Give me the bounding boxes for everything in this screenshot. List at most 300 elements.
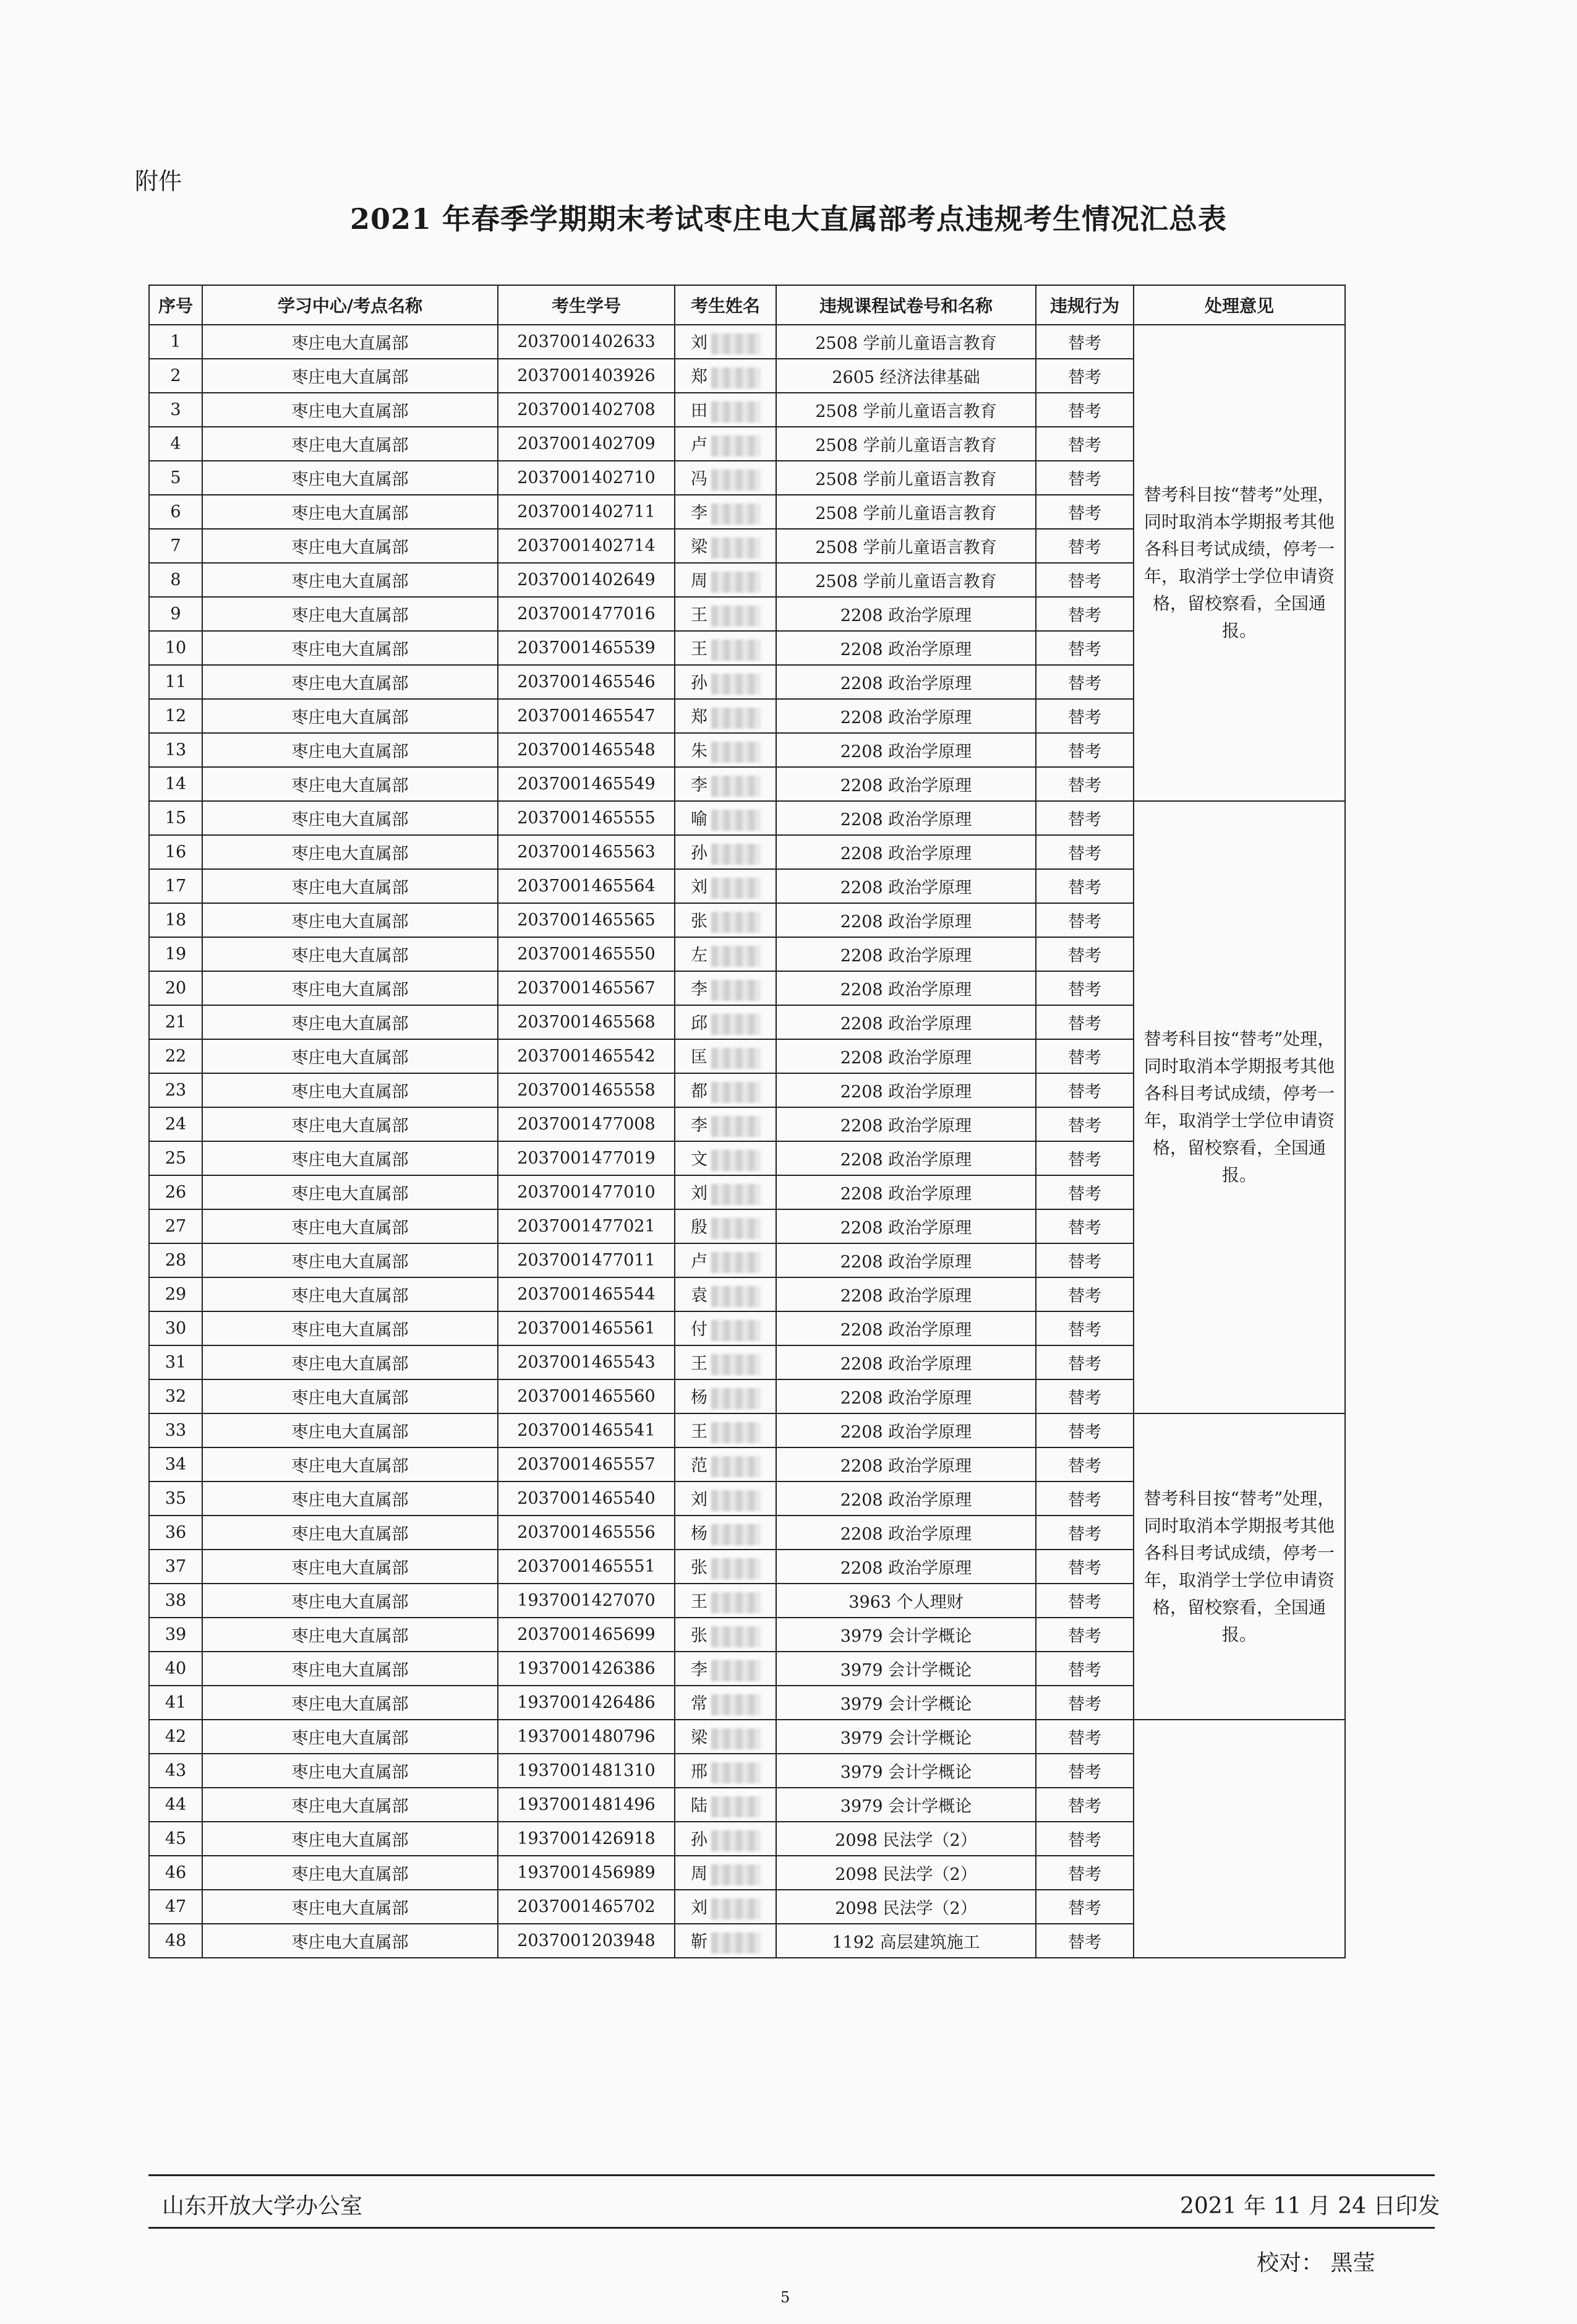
row-number: 29 <box>149 1277 202 1311</box>
student-surname: 王 <box>691 1592 707 1612</box>
violation-table <box>148 285 1346 1958</box>
column-header: 学习中心/考点名称 <box>202 285 498 325</box>
student-id: 2037001465555 <box>498 801 675 835</box>
student-name <box>675 461 776 495</box>
exam-center: 枣庄电大直属部 <box>202 393 498 427</box>
exam-center: 枣庄电大直属部 <box>202 529 498 563</box>
student-surname: 孙 <box>691 674 707 693</box>
table-row <box>149 325 1345 359</box>
row-number: 30 <box>149 1311 202 1345</box>
student-surname: 刘 <box>691 1898 707 1918</box>
student-id: 1937001426386 <box>498 1652 675 1686</box>
student-name <box>675 359 776 393</box>
student-name <box>675 1073 776 1107</box>
column-header: 考生学号 <box>498 285 675 325</box>
student-name <box>675 1720 776 1754</box>
student-id: 2037001465551 <box>498 1550 675 1584</box>
redaction-mask <box>711 1626 761 1647</box>
course-name: 2208 政治学原理 <box>776 1243 1036 1277</box>
student-surname: 邢 <box>691 1762 707 1782</box>
violation-type: 替考 <box>1036 1686 1134 1720</box>
violation-type: 替考 <box>1036 1856 1134 1890</box>
student-id: 2037001402708 <box>498 393 675 427</box>
course-name: 2208 政治学原理 <box>776 1481 1036 1516</box>
row-number: 5 <box>149 461 202 495</box>
violation-type: 替考 <box>1036 563 1134 597</box>
footer-divider-top <box>148 2174 1435 2176</box>
student-name <box>675 1516 776 1550</box>
student-id: 2037001465548 <box>498 733 675 767</box>
student-id: 2037001465563 <box>498 835 675 869</box>
student-id: 2037001477008 <box>498 1107 675 1141</box>
violation-type: 替考 <box>1036 1822 1134 1856</box>
course-name: 2208 政治学原理 <box>776 1550 1036 1584</box>
student-id: 2037001465702 <box>498 1890 675 1924</box>
table-row <box>149 801 1345 835</box>
course-name: 2208 政治学原理 <box>776 665 1036 699</box>
violation-type: 替考 <box>1036 1788 1134 1822</box>
student-name <box>675 1652 776 1686</box>
course-name: 2208 政治学原理 <box>776 1277 1036 1311</box>
course-name: 2208 政治学原理 <box>776 1141 1036 1175</box>
column-header: 序号 <box>149 285 202 325</box>
student-id: 1937001426486 <box>498 1686 675 1720</box>
row-number: 11 <box>149 665 202 699</box>
row-number: 19 <box>149 937 202 971</box>
violation-type: 替考 <box>1036 1175 1134 1209</box>
redaction-mask <box>711 674 761 695</box>
course-name: 2208 政治学原理 <box>776 597 1036 631</box>
exam-center: 枣庄电大直属部 <box>202 1924 498 1958</box>
row-number: 2 <box>149 359 202 393</box>
student-name <box>675 733 776 767</box>
column-header: 违规行为 <box>1036 285 1134 325</box>
row-number: 45 <box>149 1822 202 1856</box>
violation-table-wrapper <box>148 285 1346 1958</box>
column-header: 违规课程试卷号和名称 <box>776 285 1036 325</box>
student-surname: 卢 <box>691 435 707 455</box>
row-number: 39 <box>149 1618 202 1652</box>
student-surname: 卢 <box>691 1252 707 1272</box>
page-number: 5 <box>780 2289 790 2306</box>
student-name <box>675 835 776 869</box>
redaction-mask <box>711 980 761 1001</box>
student-name <box>675 699 776 733</box>
course-name: 2508 学前儿童语言教育 <box>776 495 1036 529</box>
exam-center: 枣庄电大直属部 <box>202 971 498 1005</box>
page-title: 2021 年春季学期期末考试枣庄电大直属部考点违规考生情况汇总表 <box>349 202 1228 236</box>
student-surname: 王 <box>691 606 707 625</box>
exam-center: 枣庄电大直属部 <box>202 1652 498 1686</box>
student-surname: 李 <box>691 1660 707 1680</box>
exam-center: 枣庄电大直属部 <box>202 1584 498 1618</box>
student-id: 1937001426918 <box>498 1822 675 1856</box>
course-name: 2208 政治学原理 <box>776 1447 1036 1481</box>
column-header: 处理意见 <box>1134 285 1345 325</box>
student-name <box>675 1345 776 1379</box>
row-number: 25 <box>149 1141 202 1175</box>
row-number: 36 <box>149 1516 202 1550</box>
student-name <box>675 1788 776 1822</box>
student-surname: 周 <box>691 1864 707 1884</box>
student-name <box>675 1686 776 1720</box>
student-id: 2037001465540 <box>498 1481 675 1516</box>
redaction-mask <box>711 1830 761 1851</box>
exam-center: 枣庄电大直属部 <box>202 1788 498 1822</box>
student-name <box>675 1005 776 1039</box>
student-surname: 周 <box>691 572 707 591</box>
student-name <box>675 665 776 699</box>
student-surname: 杨 <box>691 1524 707 1544</box>
row-number: 9 <box>149 597 202 631</box>
course-name: 3979 会计学概论 <box>776 1720 1036 1754</box>
exam-center: 枣庄电大直属部 <box>202 631 498 665</box>
student-surname: 孙 <box>691 844 707 864</box>
student-surname: 都 <box>691 1082 707 1102</box>
student-surname: 靳 <box>691 1932 707 1952</box>
row-number: 3 <box>149 393 202 427</box>
exam-center: 枣庄电大直属部 <box>202 1481 498 1516</box>
student-id: 2037001403926 <box>498 359 675 393</box>
redaction-mask <box>711 1286 761 1307</box>
student-name <box>675 495 776 529</box>
row-number: 44 <box>149 1788 202 1822</box>
student-surname: 张 <box>691 1626 707 1646</box>
exam-center: 枣庄电大直属部 <box>202 1890 498 1924</box>
student-id: 2037001465542 <box>498 1039 675 1073</box>
student-surname: 陆 <box>691 1796 707 1816</box>
student-id: 2037001465547 <box>498 699 675 733</box>
student-name <box>675 393 776 427</box>
violation-type: 替考 <box>1036 1754 1134 1788</box>
exam-center: 枣庄电大直属部 <box>202 699 498 733</box>
row-number: 27 <box>149 1209 202 1243</box>
course-name: 2208 政治学原理 <box>776 903 1036 937</box>
student-name <box>675 1175 776 1209</box>
course-name: 2208 政治学原理 <box>776 631 1036 665</box>
redaction-mask <box>711 878 761 899</box>
row-number: 13 <box>149 733 202 767</box>
student-surname: 张 <box>691 912 707 932</box>
row-number: 41 <box>149 1686 202 1720</box>
student-id: 2037001465539 <box>498 631 675 665</box>
exam-center: 枣庄电大直属部 <box>202 937 498 971</box>
row-number: 18 <box>149 903 202 937</box>
student-name <box>675 1481 776 1516</box>
exam-center: 枣庄电大直属部 <box>202 733 498 767</box>
student-name <box>675 1924 776 1958</box>
violation-type: 替考 <box>1036 427 1134 461</box>
student-surname: 李 <box>691 1116 707 1136</box>
row-number: 40 <box>149 1652 202 1686</box>
exam-center: 枣庄电大直属部 <box>202 1550 498 1584</box>
student-id: 2037001465558 <box>498 1073 675 1107</box>
redaction-mask <box>711 435 761 457</box>
violation-type: 替考 <box>1036 393 1134 427</box>
redaction-mask <box>711 1558 761 1579</box>
student-surname: 张 <box>691 1558 707 1578</box>
violation-type: 替考 <box>1036 1039 1134 1073</box>
row-number: 20 <box>149 971 202 1005</box>
redaction-mask <box>711 708 761 729</box>
exam-center: 枣庄电大直属部 <box>202 1039 498 1073</box>
student-surname: 袁 <box>691 1286 707 1306</box>
exam-center: 枣庄电大直属部 <box>202 495 498 529</box>
column-header: 考生姓名 <box>675 285 776 325</box>
violation-type: 替考 <box>1036 1311 1134 1345</box>
student-name <box>675 1141 776 1175</box>
student-surname: 王 <box>691 640 707 659</box>
redaction-mask <box>711 1660 761 1681</box>
redaction-mask <box>711 1762 761 1783</box>
course-name: 3979 会计学概论 <box>776 1618 1036 1652</box>
exam-center: 枣庄电大直属部 <box>202 1107 498 1141</box>
exam-center: 枣庄电大直属部 <box>202 1311 498 1345</box>
redaction-mask <box>711 844 761 865</box>
course-name: 2208 政治学原理 <box>776 1073 1036 1107</box>
course-name: 2208 政治学原理 <box>776 937 1036 971</box>
student-surname: 刘 <box>691 1184 707 1204</box>
violation-type: 替考 <box>1036 495 1134 529</box>
exam-center: 枣庄电大直属部 <box>202 1720 498 1754</box>
row-number: 37 <box>149 1550 202 1584</box>
violation-type: 替考 <box>1036 1652 1134 1686</box>
violation-type: 替考 <box>1036 1073 1134 1107</box>
student-name <box>675 1447 776 1481</box>
redaction-mask <box>711 1728 761 1749</box>
course-name: 2508 学前儿童语言教育 <box>776 529 1036 563</box>
student-surname: 文 <box>691 1150 707 1170</box>
course-name: 2208 政治学原理 <box>776 1379 1036 1413</box>
student-id: 2037001477016 <box>498 597 675 631</box>
student-name <box>675 1890 776 1924</box>
redaction-mask <box>711 504 761 525</box>
exam-center: 枣庄电大直属部 <box>202 1447 498 1481</box>
row-number: 33 <box>149 1413 202 1447</box>
row-number: 31 <box>149 1345 202 1379</box>
course-name: 3979 会计学概论 <box>776 1652 1036 1686</box>
violation-type: 替考 <box>1036 1890 1134 1924</box>
student-surname: 左 <box>691 946 707 966</box>
redaction-mask <box>711 912 761 933</box>
row-number: 48 <box>149 1924 202 1958</box>
violation-type: 替考 <box>1036 1345 1134 1379</box>
violation-type: 替考 <box>1036 461 1134 495</box>
student-name <box>675 1856 776 1890</box>
exam-center: 枣庄电大直属部 <box>202 1379 498 1413</box>
student-surname: 常 <box>691 1694 707 1714</box>
course-name: 2208 政治学原理 <box>776 869 1036 903</box>
violation-type: 替考 <box>1036 1720 1134 1754</box>
exam-center: 枣庄电大直属部 <box>202 665 498 699</box>
course-name: 2208 政治学原理 <box>776 733 1036 767</box>
redaction-mask <box>711 1082 761 1103</box>
violation-type: 替考 <box>1036 767 1134 801</box>
student-name <box>675 597 776 631</box>
exam-center: 枣庄电大直属部 <box>202 1209 498 1243</box>
row-number: 15 <box>149 801 202 835</box>
exam-center: 枣庄电大直属部 <box>202 563 498 597</box>
redaction-mask <box>711 1490 761 1511</box>
student-name <box>675 1550 776 1584</box>
exam-center: 枣庄电大直属部 <box>202 1141 498 1175</box>
student-id: 2037001465556 <box>498 1516 675 1550</box>
violation-type: 替考 <box>1036 1516 1134 1550</box>
redaction-mask <box>711 946 761 967</box>
course-name: 2208 政治学原理 <box>776 767 1036 801</box>
row-number: 7 <box>149 529 202 563</box>
student-surname: 付 <box>691 1320 707 1340</box>
course-name: 3963 个人理财 <box>776 1584 1036 1618</box>
student-id: 1937001481310 <box>498 1754 675 1788</box>
exam-center: 枣庄电大直属部 <box>202 1277 498 1311</box>
redaction-mask <box>711 401 761 422</box>
student-name <box>675 1618 776 1652</box>
redaction-mask <box>711 1014 761 1035</box>
violation-type: 替考 <box>1036 835 1134 869</box>
student-name <box>675 801 776 835</box>
issuing-office: 山东开放大学办公室 <box>162 2193 363 2219</box>
violation-type: 替考 <box>1036 359 1134 393</box>
row-number: 21 <box>149 1005 202 1039</box>
row-number: 42 <box>149 1720 202 1754</box>
row-number: 28 <box>149 1243 202 1277</box>
redaction-mask <box>711 1932 761 1953</box>
student-id: 1937001456989 <box>498 1856 675 1890</box>
course-name: 2098 民法学（2） <box>776 1822 1036 1856</box>
violation-type: 替考 <box>1036 1550 1134 1584</box>
redaction-mask <box>711 606 761 627</box>
student-id: 2037001402714 <box>498 529 675 563</box>
student-surname: 匡 <box>691 1048 707 1068</box>
row-number: 47 <box>149 1890 202 1924</box>
student-surname: 李 <box>691 980 707 1000</box>
student-surname: 刘 <box>691 333 707 353</box>
course-name: 2208 政治学原理 <box>776 1345 1036 1379</box>
student-surname: 冯 <box>691 470 707 489</box>
student-id: 2037001477010 <box>498 1175 675 1209</box>
student-name <box>675 1277 776 1311</box>
redaction-mask <box>711 1116 761 1137</box>
student-id: 2037001402709 <box>498 427 675 461</box>
exam-center: 枣庄电大直属部 <box>202 869 498 903</box>
exam-center: 枣庄电大直属部 <box>202 1822 498 1856</box>
exam-center: 枣庄电大直属部 <box>202 1345 498 1379</box>
violation-type: 替考 <box>1036 631 1134 665</box>
violation-type: 替考 <box>1036 1379 1134 1413</box>
student-surname: 杨 <box>691 1388 707 1408</box>
table-row <box>149 1413 1345 1447</box>
redaction-mask <box>711 1456 761 1477</box>
student-name <box>675 937 776 971</box>
student-id: 2037001465561 <box>498 1311 675 1345</box>
course-name: 2208 政治学原理 <box>776 1516 1036 1550</box>
redaction-mask <box>711 1796 761 1817</box>
student-id: 2037001465564 <box>498 869 675 903</box>
violation-type: 替考 <box>1036 1243 1134 1277</box>
row-number: 16 <box>149 835 202 869</box>
row-number: 32 <box>149 1379 202 1413</box>
student-surname: 孙 <box>691 1830 707 1850</box>
student-name <box>675 971 776 1005</box>
violation-type: 替考 <box>1036 529 1134 563</box>
course-name: 2208 政治学原理 <box>776 835 1036 869</box>
violation-type: 替考 <box>1036 1107 1134 1141</box>
course-name: 2208 政治学原理 <box>776 1107 1036 1141</box>
redaction-mask <box>711 776 761 797</box>
course-name: 1192 高层建筑施工 <box>776 1924 1036 1958</box>
student-name <box>675 1311 776 1345</box>
student-surname: 喻 <box>691 810 707 830</box>
student-surname: 郑 <box>691 708 707 727</box>
course-name: 3979 会计学概论 <box>776 1788 1036 1822</box>
student-id: 2037001465699 <box>498 1618 675 1652</box>
student-surname: 殷 <box>691 1218 707 1238</box>
course-name: 2208 政治学原理 <box>776 801 1036 835</box>
redaction-mask <box>711 1048 761 1069</box>
handling-opinion: 替考科目按“替考”处理，同时取消本学期报考其他各科目考试成绩，停考一年，取消学士学位申请资格，留校察看，全国通报。 <box>1134 801 1345 1413</box>
student-id: 2037001465567 <box>498 971 675 1005</box>
exam-center: 枣庄电大直属部 <box>202 427 498 461</box>
student-name <box>675 903 776 937</box>
row-number: 12 <box>149 699 202 733</box>
student-name <box>675 767 776 801</box>
redaction-mask <box>711 1184 761 1205</box>
student-surname: 王 <box>691 1354 707 1374</box>
exam-center: 枣庄电大直属部 <box>202 1005 498 1039</box>
course-name: 2098 民法学（2） <box>776 1856 1036 1890</box>
student-name <box>675 1209 776 1243</box>
row-number: 14 <box>149 767 202 801</box>
course-name: 2098 民法学（2） <box>776 1890 1036 1924</box>
redaction-mask <box>711 1694 761 1715</box>
student-name <box>675 1754 776 1788</box>
violation-type: 替考 <box>1036 937 1134 971</box>
row-number: 35 <box>149 1481 202 1516</box>
student-id: 2037001465543 <box>498 1345 675 1379</box>
table-body <box>149 325 1345 1958</box>
redaction-mask <box>711 810 761 831</box>
redaction-mask <box>711 470 761 491</box>
student-id: 2037001465550 <box>498 937 675 971</box>
row-number: 4 <box>149 427 202 461</box>
course-name: 3979 会计学概论 <box>776 1754 1036 1788</box>
student-surname: 梁 <box>691 1728 707 1748</box>
row-number: 23 <box>149 1073 202 1107</box>
redaction-mask <box>711 1354 761 1375</box>
student-surname: 梁 <box>691 538 707 557</box>
student-id: 2037001465557 <box>498 1447 675 1481</box>
exam-center: 枣庄电大直属部 <box>202 1516 498 1550</box>
student-id: 2037001465549 <box>498 767 675 801</box>
row-number: 34 <box>149 1447 202 1481</box>
handling-opinion <box>1134 1720 1345 1958</box>
student-surname: 范 <box>691 1456 707 1476</box>
exam-center: 枣庄电大直属部 <box>202 1175 498 1209</box>
row-number: 46 <box>149 1856 202 1890</box>
student-id: 2037001465560 <box>498 1379 675 1413</box>
student-name <box>675 427 776 461</box>
redaction-mask <box>711 1864 761 1885</box>
student-surname: 邱 <box>691 1014 707 1034</box>
exam-center: 枣庄电大直属部 <box>202 359 498 393</box>
redaction-mask <box>711 1592 761 1613</box>
student-id: 2037001465565 <box>498 903 675 937</box>
student-id: 2037001203948 <box>498 1924 675 1958</box>
redaction-mask <box>711 333 761 354</box>
exam-center: 枣庄电大直属部 <box>202 325 498 359</box>
student-id: 2037001402711 <box>498 495 675 529</box>
